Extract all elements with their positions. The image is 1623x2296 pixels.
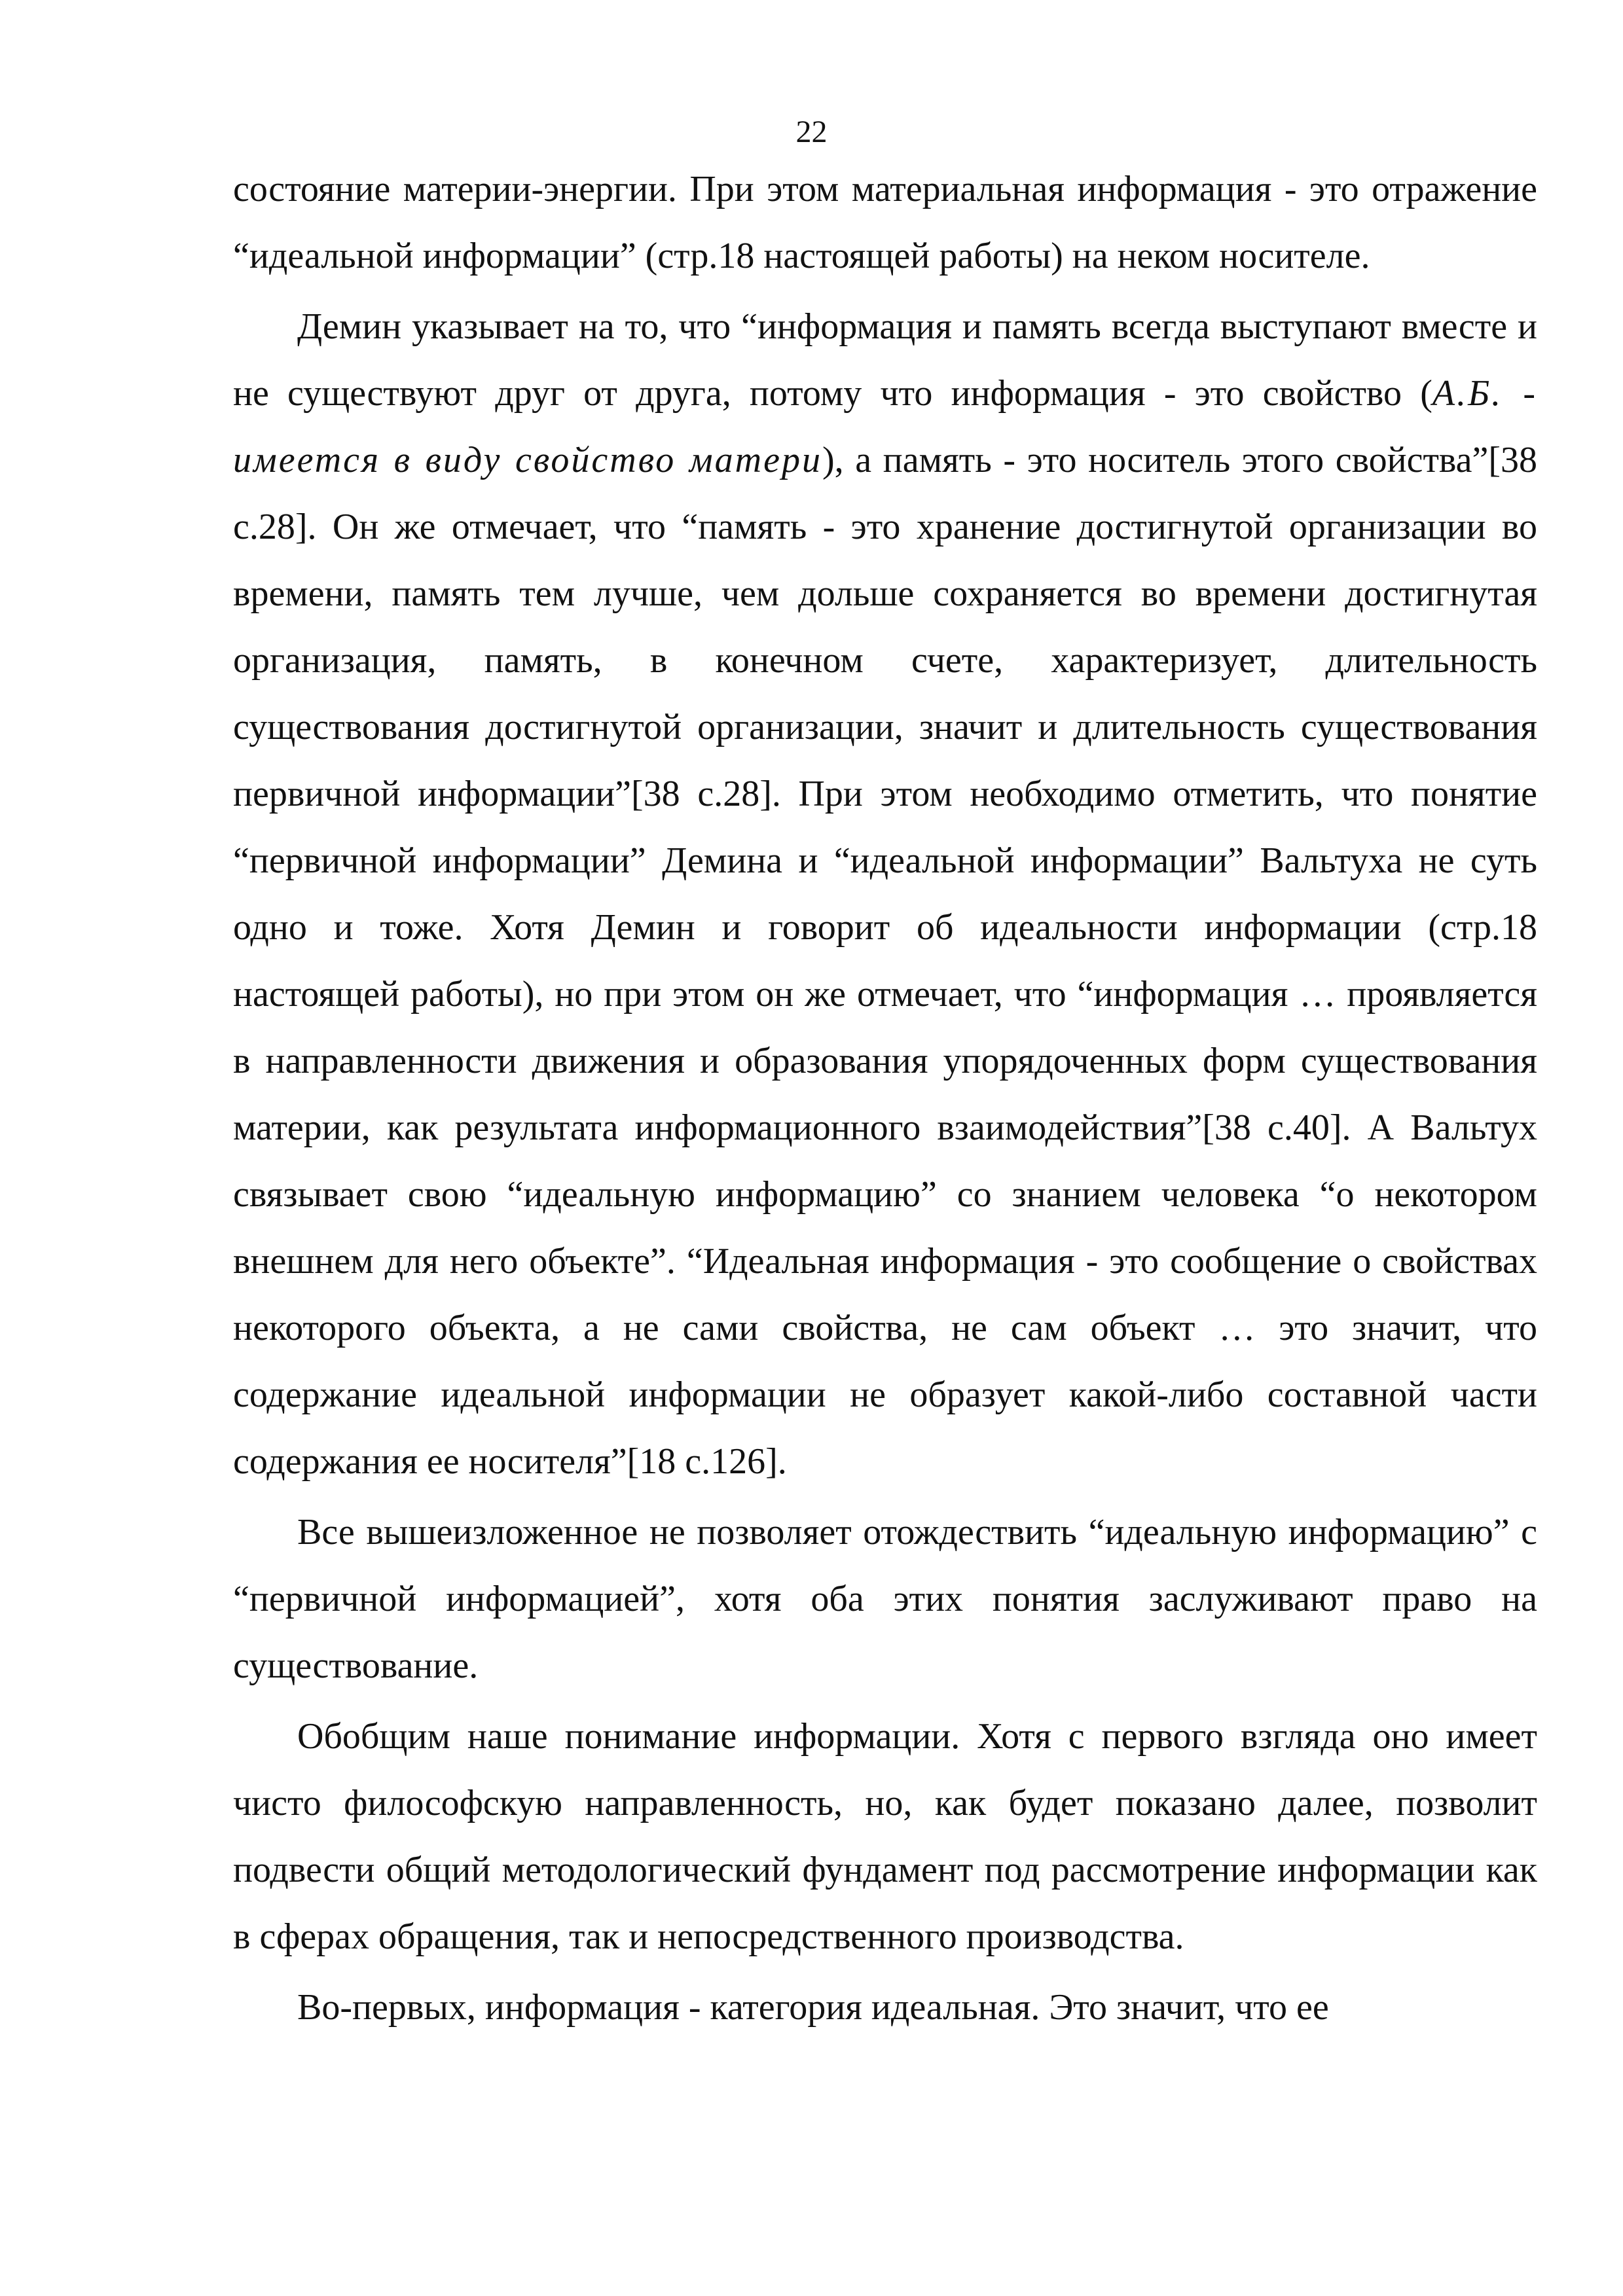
document-body [233, 156, 1537, 2045]
paragraph-demin-text-start: Демин указывает на то, что “информация и память всегда выступают вместе и не существуют друг от друга, потому что информация - это свойство ( [233, 306, 1537, 414]
paragraph-conclusion: Все вышеизложенное не позволяет отождествить “идеальную информацию” с “первичной информацией”, хотя оба этих понятия заслуживают право на существование. [233, 1512, 1537, 1686]
paragraph-continuation: состояние материи-энергии. При этом материальная информация - это отражение “идеальной информации” (стр.18 настоящей работы) на неком носителе. [233, 169, 1537, 276]
page-number: 22 [795, 115, 828, 149]
paragraph-demin-text-end: ), а память - это носитель этого свойства”[38 с.28]. Он же отмечает, что “память - это хранение достигнутой организации во времени, память тем лучше, чем дольше сохраняется во времени достигнутая организация, память, в конечном счете, характеризует, длительность существования достигнутой организации, значит и длительность существования первичной информации”[38 с.28]. При этом необходимо отметить, что понятие “первичной информации” Демина и “идеальной информации” Вальтуха не суть одно и тоже. Хотя Демин и говорит об идеальности информации (стр.18 настоящей работы), но при этом он же отмечает, что “информация … проявляется в направленности движения и образования упорядоченных форм существования материи, как результата информационного взаимодействия”[38 с.40]. А Вальтух связывает свою “идеальную информацию” со знанием человека “о некотором внешнем для него объекте”. “Идеальная информация - это сообщение о свойствах некоторого объекта, а не сами свойства, не сам объект … это значит, что содержание идеальной информации не образует какой-либо составной части содержания ее носителя”[18 с.126]. [233, 440, 1537, 1482]
paragraph-firstly: Во-первых, информация - категория идеальная. Это значит, что ее [297, 1987, 1329, 2028]
paragraph-summary: Обобщим наше понимание информации. Хотя с первого взгляда оно имеет чисто философскую направленность, но, как будет показано далее, позволит подвести общий методологический фундамент под рассмотрение информации как в сферах обращения, так и непосредственного производства. [233, 1716, 1537, 1957]
paragraph-demin [233, 293, 1537, 1495]
author-note-italic: А.Б. - имеется в виду свойство матери [233, 373, 1537, 480]
